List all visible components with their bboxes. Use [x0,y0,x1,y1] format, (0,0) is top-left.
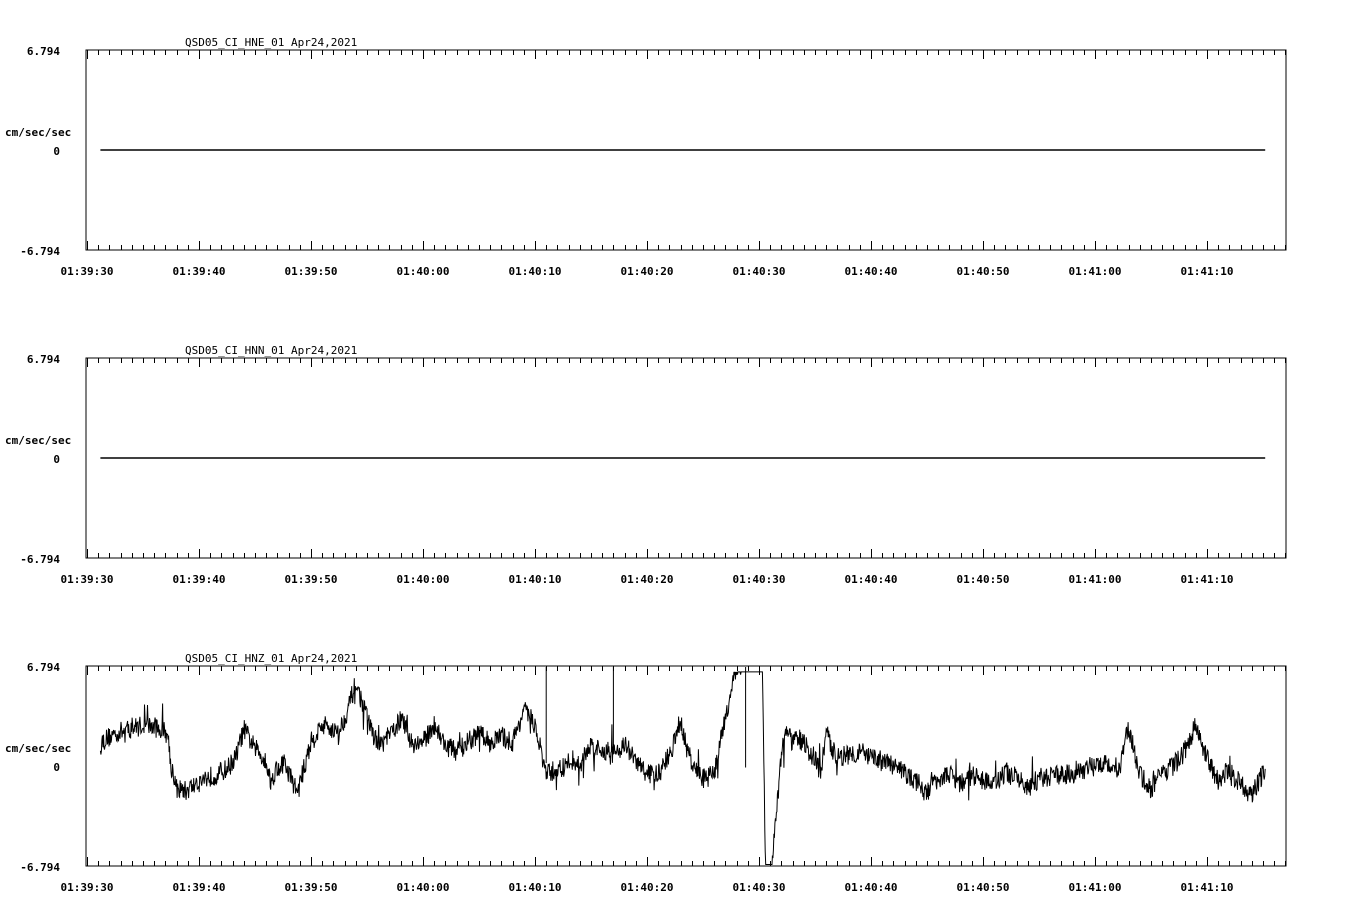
y-tick-label-bottom: -6.794 [20,553,60,566]
x-tick-label: 01:40:40 [844,573,898,586]
panel-hne [5,36,1286,278]
x-tick-label: 01:40:40 [844,265,898,278]
x-tick-label: 01:40:20 [620,573,674,586]
y-tick-label-zero: 0 [53,145,60,158]
x-tick-label: 01:39:50 [284,265,338,278]
x-tick-label: 01:39:40 [172,265,226,278]
x-tick-label: 01:40:40 [844,881,898,894]
x-axis-tick-labels [61,573,1234,586]
panel-title: QSD05_CI_HNE_01 Apr24,2021 [185,36,358,49]
y-tick-label-bottom: -6.794 [20,861,60,874]
panel-title: QSD05_CI_HNN_01 Apr24,2021 [185,344,358,357]
x-tick-label: 01:41:10 [1180,573,1234,586]
x-tick-label: 01:39:50 [284,881,338,894]
y-tick-label-top: 6.794 [26,45,60,58]
x-tick-label: 01:41:10 [1180,881,1234,894]
x-tick-label: 01:40:00 [396,573,450,586]
x-tick-label: 01:40:30 [732,881,786,894]
x-tick-label: 01:40:50 [956,881,1010,894]
x-tick-label: 01:40:00 [396,265,450,278]
x-tick-label: 01:40:20 [620,881,674,894]
x-tick-label: 01:40:00 [396,881,450,894]
waveform-trace [100,667,1265,865]
x-tick-label: 01:40:30 [732,573,786,586]
panel-title: QSD05_CI_HNZ_01 Apr24,2021 [185,652,358,665]
x-axis-tick-labels [61,265,1234,278]
x-tick-label: 01:41:00 [1068,881,1122,894]
x-tick-label: 01:41:00 [1068,265,1122,278]
y-tick-label-top: 6.794 [26,353,60,366]
y-tick-label-zero: 0 [53,453,60,466]
x-tick-label: 01:39:30 [60,573,114,586]
x-tick-label: 01:40:50 [956,573,1010,586]
x-tick-label: 01:40:20 [620,265,674,278]
x-tick-label: 01:41:10 [1180,265,1234,278]
x-tick-label: 01:40:10 [508,881,562,894]
panel-hnz [5,652,1286,894]
y-axis-label: cm/sec/sec [5,434,72,447]
y-tick-label-top: 6.794 [26,661,60,674]
x-tick-label: 01:40:50 [956,265,1010,278]
x-tick-label: 01:39:30 [60,881,114,894]
x-tick-label: 01:40:30 [732,265,786,278]
x-tick-label: 01:40:10 [508,573,562,586]
x-tick-label: 01:40:10 [508,265,562,278]
y-axis-label: cm/sec/sec [5,742,72,755]
y-tick-label-zero: 0 [53,761,60,774]
x-axis-tick-labels [61,881,1234,894]
x-tick-label: 01:39:40 [172,881,226,894]
x-tick-label: 01:41:00 [1068,573,1122,586]
panel-hnn [5,344,1286,586]
x-tick-label: 01:39:50 [284,573,338,586]
x-tick-label: 01:39:40 [172,573,226,586]
x-tick-label: 01:39:30 [60,265,114,278]
y-axis-label: cm/sec/sec [5,126,72,139]
y-tick-label-bottom: -6.794 [20,245,60,258]
